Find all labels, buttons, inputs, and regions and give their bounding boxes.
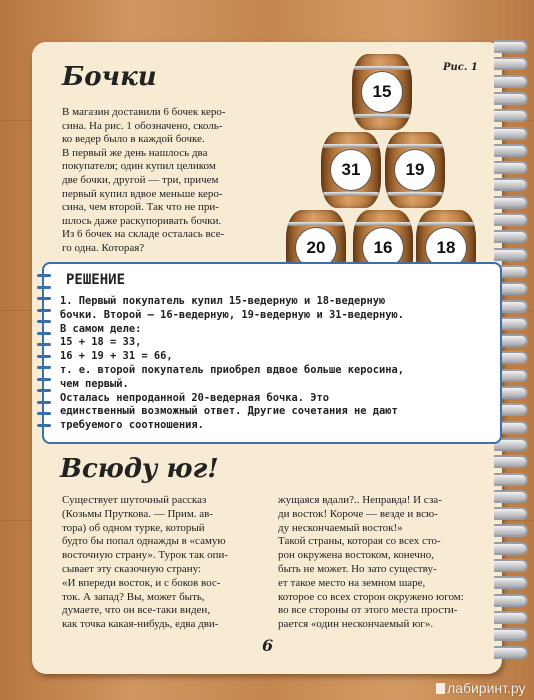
barrel-number: 20 (295, 227, 337, 269)
text-line: сина. На рис. 1 обозначено, сколь- (62, 119, 223, 132)
binding-ring (494, 230, 528, 243)
solution-box (42, 262, 502, 444)
text-line: во все стороны от этого места прости- (278, 604, 458, 617)
text-line: рон окружена востоком, конечно, (278, 549, 434, 562)
text-line: Осталась непроданной 20-ведерная бочка. Это (60, 391, 329, 404)
binding-ring (494, 559, 528, 572)
text-line: Такой страны, которая со всех сто- (278, 535, 441, 548)
notepad-ring (37, 274, 51, 277)
text-line: ток. А запад? Вы, может быть, (62, 590, 205, 603)
text-line: которое со всех сторон окружено югом: (278, 590, 464, 603)
notepad-ring (37, 389, 51, 392)
text-line: шлось даже раскупоривать бочки. (62, 214, 222, 227)
binding-ring (494, 144, 528, 157)
text-line: Существует шуточный рассказ (62, 494, 207, 506)
binding-ring (494, 524, 528, 537)
barrel-number: 31 (330, 149, 372, 191)
text-line: ди восток! Короче — везде и всю- (278, 507, 438, 520)
text-line: думаете, что он все-таки виден, (62, 604, 211, 617)
text-line: ду нескончаемый восток!» (278, 521, 403, 534)
text-line: единственный возможный ответ. Другие сочетания не дают (60, 405, 398, 418)
binding-ring (494, 127, 528, 140)
binding-ring (494, 40, 528, 53)
binding-ring (494, 75, 528, 88)
text-line: т. е. второй покупатель приобрел вдвое больше керосина, (60, 364, 405, 376)
notepad-ring (37, 286, 51, 289)
binding-ring (494, 92, 528, 105)
binding-ring (494, 628, 528, 641)
figure-label: Рис. 1 (443, 62, 478, 73)
text-line: требуемого соотношения. (60, 419, 204, 432)
text-line: две бочки, другой — три, причем (62, 174, 219, 186)
barrel-number: 18 (425, 227, 467, 269)
text-line: ко ведер было в каждой бочке. (62, 133, 205, 146)
text-line: будто бы попал однажды в «самую (62, 535, 226, 548)
binding-ring (494, 213, 528, 226)
binding-ring (494, 161, 528, 174)
section-title-south: Всюду юг! (60, 454, 219, 484)
binding-ring (494, 611, 528, 624)
text-line: жущаяся вдали?.. Неправда! И сза- (278, 494, 442, 506)
text-line: сывает эту сказочную страну: (62, 563, 202, 575)
text-line: В первый же день нашлось два (62, 146, 208, 159)
text-line: 16 + 19 + 31 = 66, (60, 350, 173, 363)
text-line: восточную страну». Турок так опи- (62, 549, 229, 562)
notepad-ring (37, 297, 51, 300)
labirint-logo-icon (436, 683, 445, 694)
text-line: 1. Первый покупатель купил 15-ведерную и 18-ведерную (60, 295, 386, 307)
notepad-ring (37, 424, 51, 427)
text-line: В самом деле: (60, 322, 142, 335)
text-line: чем первый. (60, 377, 129, 390)
binding-ring (494, 646, 528, 659)
text-line: первый купил вдвое меньше керо- (62, 187, 223, 200)
binding-ring (494, 542, 528, 555)
binding-ring (494, 455, 528, 468)
notepad-ring (37, 343, 51, 346)
barrel-middle-left (321, 132, 381, 208)
notepad-ring (37, 412, 51, 415)
binding-ring (494, 473, 528, 486)
barrel-number: 16 (362, 227, 404, 269)
text-line: «И впереди восток, и с боков вос- (62, 576, 221, 589)
text-line: бочки. Второй — 16-ведерную, 19-ведерную и 31-ведерную. (60, 308, 405, 321)
barrel-top (352, 54, 412, 130)
watermark (436, 680, 526, 696)
watermark-text: лабиринт.ру (447, 680, 526, 696)
page-number: 6 (262, 636, 274, 655)
notepad-ring (37, 320, 51, 323)
text-line: тора) об одном турке, который (62, 521, 205, 534)
binding-ring (494, 57, 528, 70)
binding-ring (494, 196, 528, 209)
text-line: рается «один нескончаемый юг». (278, 618, 434, 631)
notepad-ring (37, 309, 51, 312)
binding-ring (494, 594, 528, 607)
binding-ring (494, 178, 528, 191)
text-line: быть не может. Но зато существу- (278, 563, 437, 575)
text-line: сина, чем второй. Так что не при- (62, 201, 219, 214)
section-title-barrels: Бочки (62, 62, 157, 92)
text-line: В магазин доставили 6 бочек керо- (62, 106, 226, 118)
binding-ring (494, 490, 528, 503)
solution-heading: РЕШЕНИЕ (66, 272, 126, 288)
notepad-ring (37, 366, 51, 369)
binding-ring (494, 248, 528, 261)
barrel-middle-right (385, 132, 445, 208)
notepad-ring (37, 332, 51, 335)
notepad-ring (37, 378, 51, 381)
text-line: как точка какая-нибудь, едва дви- (62, 618, 219, 631)
text-line: (Козьмы Пруткова. — Прим. ав- (62, 507, 214, 520)
binding-ring (494, 507, 528, 520)
text-line: Из 6 бочек на складе осталась все- (62, 228, 225, 241)
notepad-ring (37, 401, 51, 404)
notepad-ring (37, 355, 51, 358)
text-line: го одна. Которая? (62, 242, 145, 254)
binding-ring (494, 109, 528, 122)
barrel-number: 15 (361, 71, 403, 113)
barrel-number: 19 (394, 149, 436, 191)
text-line: ет такое место на земном шаре, (278, 576, 426, 589)
binding-ring (494, 576, 528, 589)
text-line: 15 + 18 = 33, (60, 336, 142, 349)
notepad-rings (37, 274, 51, 444)
text-line: покупателя; один купил целиком (62, 160, 216, 173)
